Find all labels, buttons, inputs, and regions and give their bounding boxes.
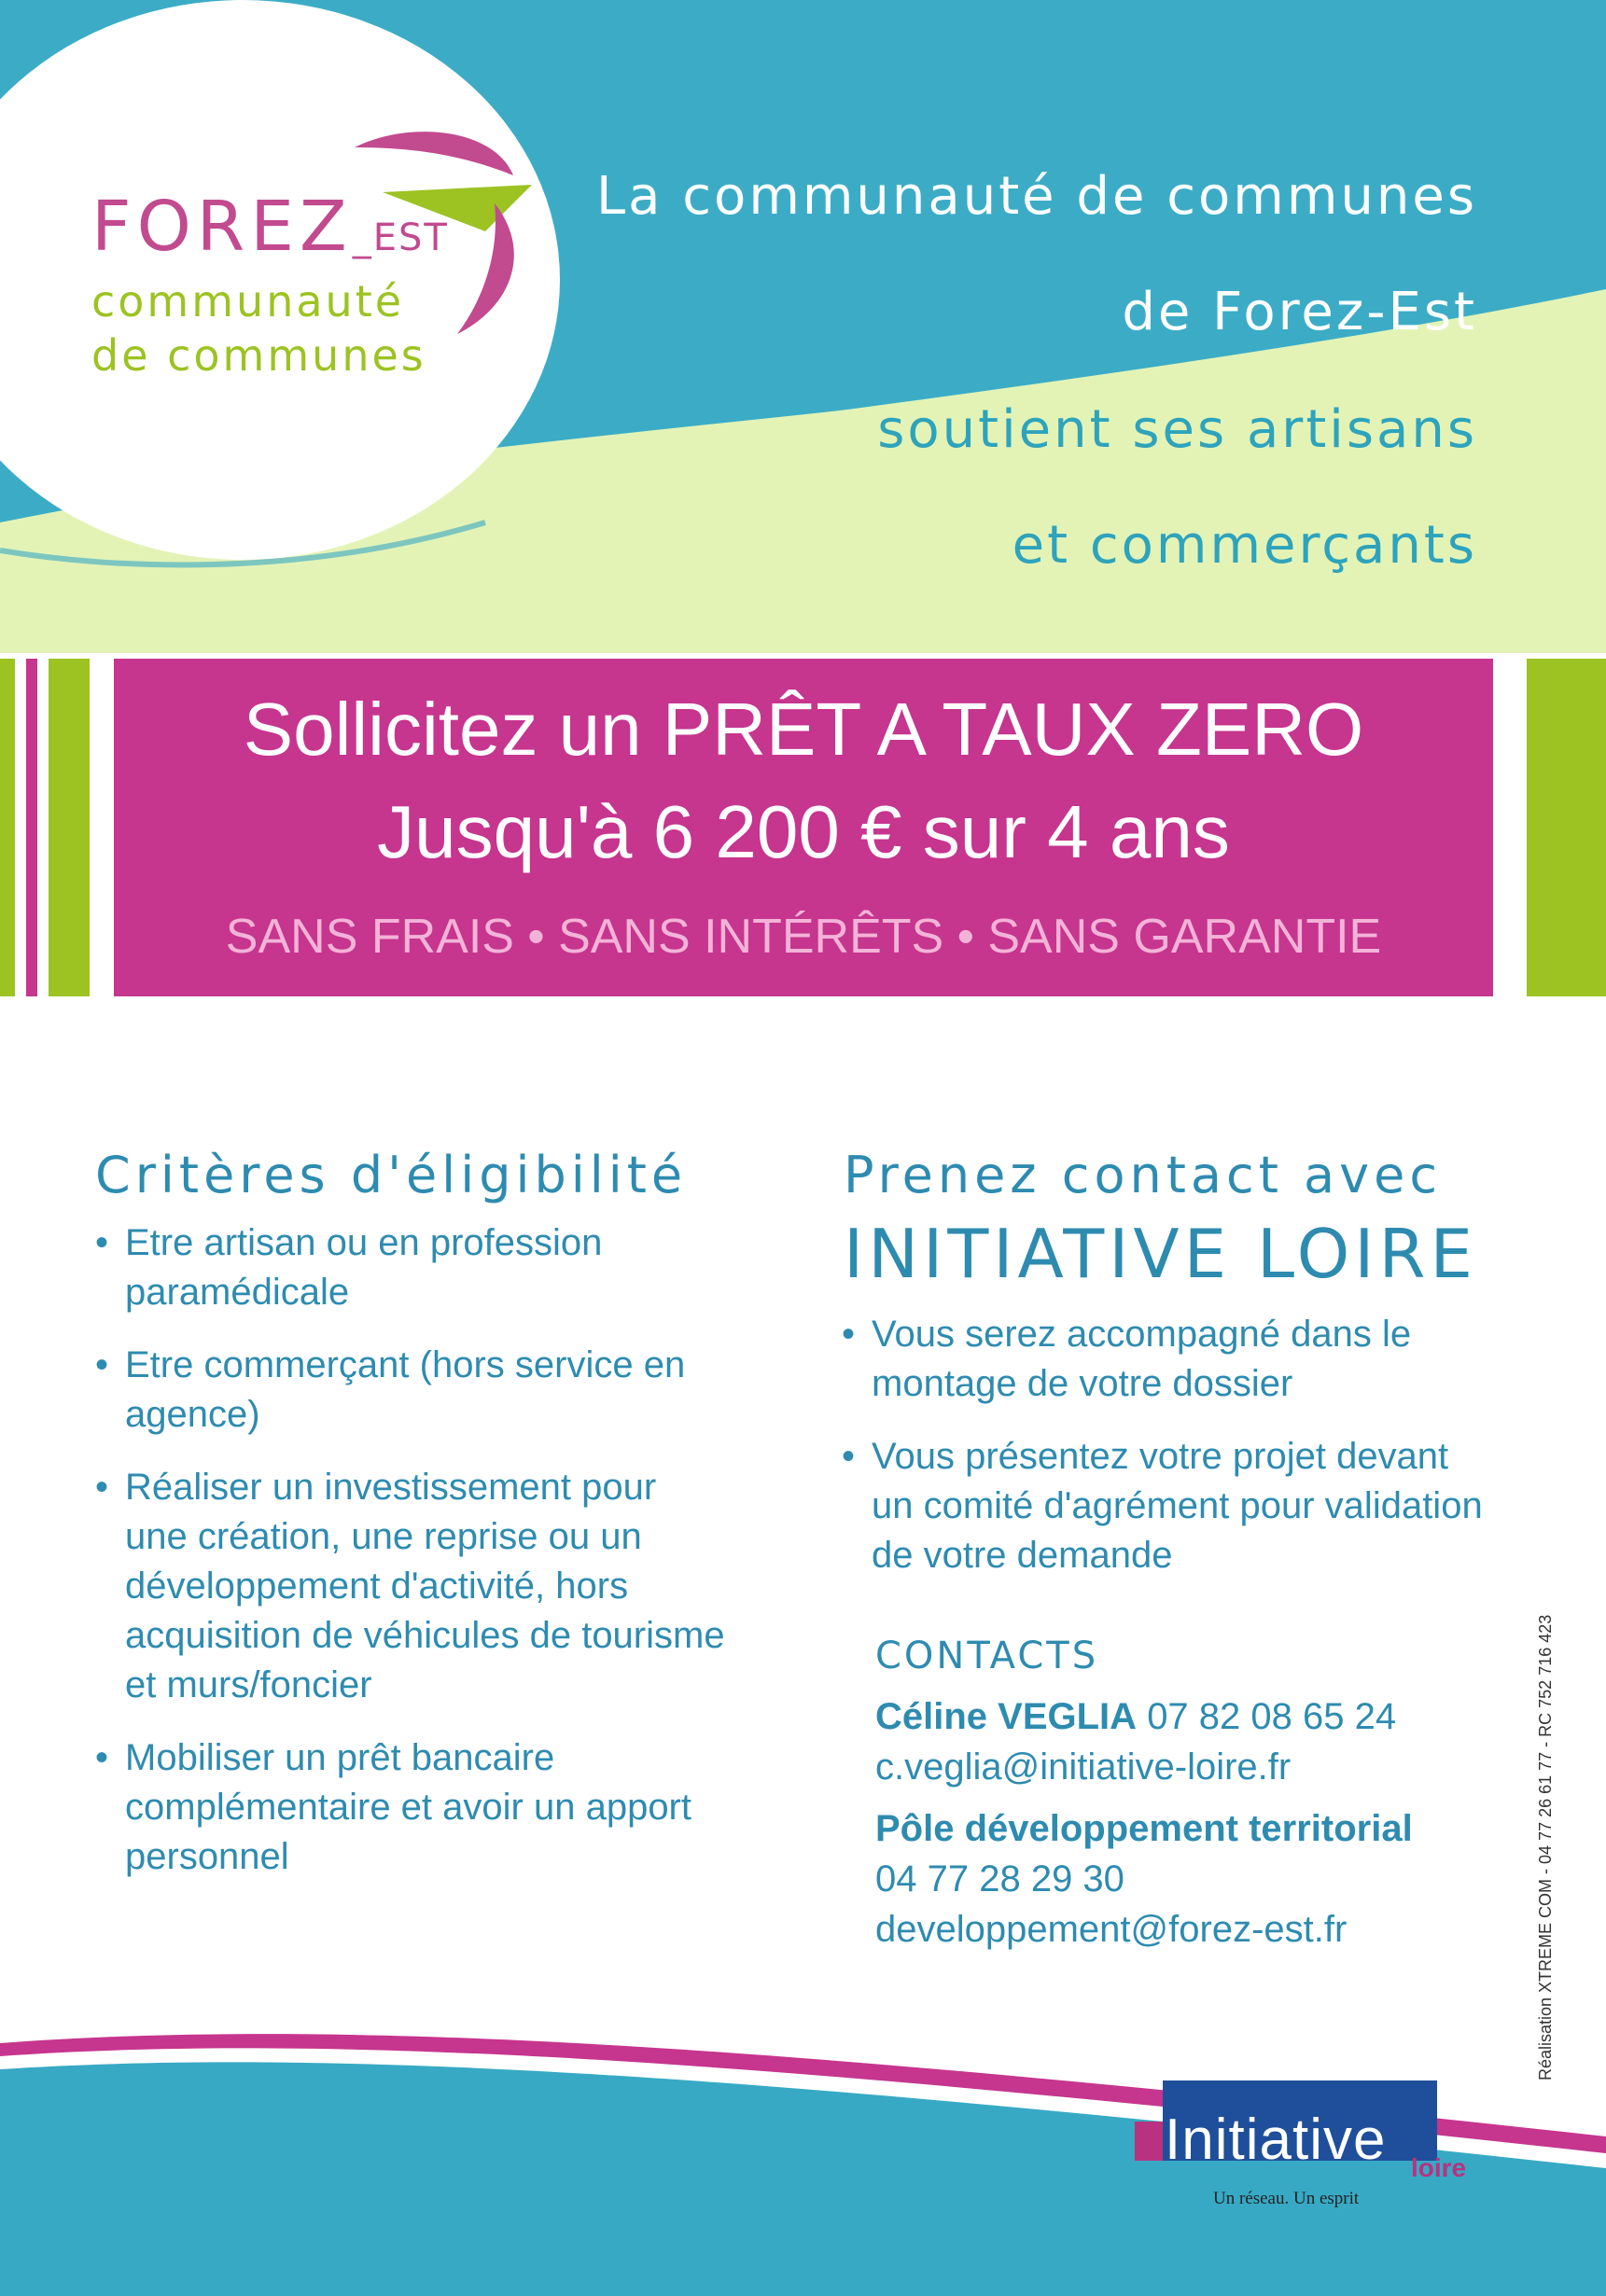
bullet-icon: • bbox=[842, 1436, 856, 1477]
list-item: • Vous présentez votre projet devant un comité d'agrément pour validation de votre demande bbox=[840, 1432, 1493, 1580]
right-bar-green bbox=[1527, 659, 1606, 996]
left-bar-magenta bbox=[26, 659, 37, 996]
banner-subline: SANS FRAIS • SANS INTÉRÊTS • SANS GARANTIE bbox=[225, 910, 1382, 964]
list-item: • Etre commerçant (hors service en agence) bbox=[93, 1341, 728, 1440]
contact-person bbox=[875, 1696, 1396, 1738]
left-bar-gap bbox=[15, 659, 26, 996]
logo-subtitle bbox=[91, 274, 426, 383]
contact-person-email[interactable]: c.veglia@initiative-loire.fr bbox=[875, 1746, 1292, 1788]
bullet-icon: • bbox=[95, 1467, 109, 1508]
footer-logo-sub: loire bbox=[1411, 2153, 1467, 2182]
logo-name: FOREZ_EST bbox=[91, 187, 449, 267]
bullet-icon: • bbox=[842, 1314, 856, 1355]
loan-banner bbox=[114, 659, 1493, 996]
contact-dept-email[interactable]: developpement@forez-est.fr bbox=[875, 1909, 1348, 1950]
contact-title-line2: INITIATIVE LOIRE bbox=[844, 1215, 1478, 1293]
logo-subtitle-line1: communauté bbox=[91, 276, 405, 327]
contact-title-line1: Prenez contact avec bbox=[844, 1146, 1443, 1204]
contact-dept-phone[interactable]: 04 77 28 29 30 bbox=[875, 1858, 1124, 1899]
contact-person-phone[interactable]: 07 82 08 65 24 bbox=[1147, 1696, 1397, 1737]
logo-subtitle-line2: de communes bbox=[91, 330, 426, 381]
contact-dept-name: Pôle développement territorial bbox=[875, 1808, 1413, 1849]
headline-line1: La communauté de communes bbox=[595, 166, 1477, 227]
left-bar-gap2 bbox=[37, 659, 49, 996]
footer-logo-tagline: Un réseau. Un esprit bbox=[1213, 2189, 1360, 2208]
criteria-title: Critères d'éligibilité bbox=[95, 1146, 688, 1204]
list-item: • Etre artisan ou en profession paramédicale bbox=[93, 1218, 728, 1317]
print-credit: Réalisation XTREME COM - 04 77 26 61 77 - RC 752 716 423 bbox=[1536, 1614, 1555, 2080]
bullet-icon: • bbox=[95, 1344, 109, 1385]
criteria-list bbox=[93, 1218, 728, 1905]
logo-suffix: _EST bbox=[352, 216, 449, 259]
headline-line4: et commerçants bbox=[1012, 515, 1477, 576]
headline-line2: de Forez-Est bbox=[1122, 282, 1477, 342]
headline-line3: soutient ses artisans bbox=[877, 399, 1477, 460]
contact-list bbox=[840, 1310, 1493, 1604]
banner-line2: Jusqu'à 6 200 € sur 4 ans bbox=[377, 790, 1230, 873]
contacts-heading: CONTACTS bbox=[875, 1635, 1099, 1677]
list-item: • Vous serez accompagné dans le montage de votre dossier bbox=[840, 1310, 1493, 1409]
bullet-icon: • bbox=[95, 1737, 109, 1778]
bullet-icon: • bbox=[95, 1222, 109, 1263]
list-item: • Réaliser un investissement pour une création, une reprise ou un développement d'activité, hors acquisition de véhicules de tourisme et murs/foncier bbox=[93, 1463, 728, 1710]
left-bar-green-wide bbox=[49, 659, 90, 996]
contact-person-name: Céline VEGLIA bbox=[875, 1696, 1138, 1737]
footer-logo-main: Initiative bbox=[1165, 2108, 1387, 2172]
banner-line1: Sollicitez un PRÊT A TAUX ZERO bbox=[243, 688, 1364, 771]
left-bar-green bbox=[0, 659, 15, 996]
list-item: • Mobiliser un prêt bancaire complémentaire et avoir un apport personnel bbox=[93, 1733, 728, 1882]
